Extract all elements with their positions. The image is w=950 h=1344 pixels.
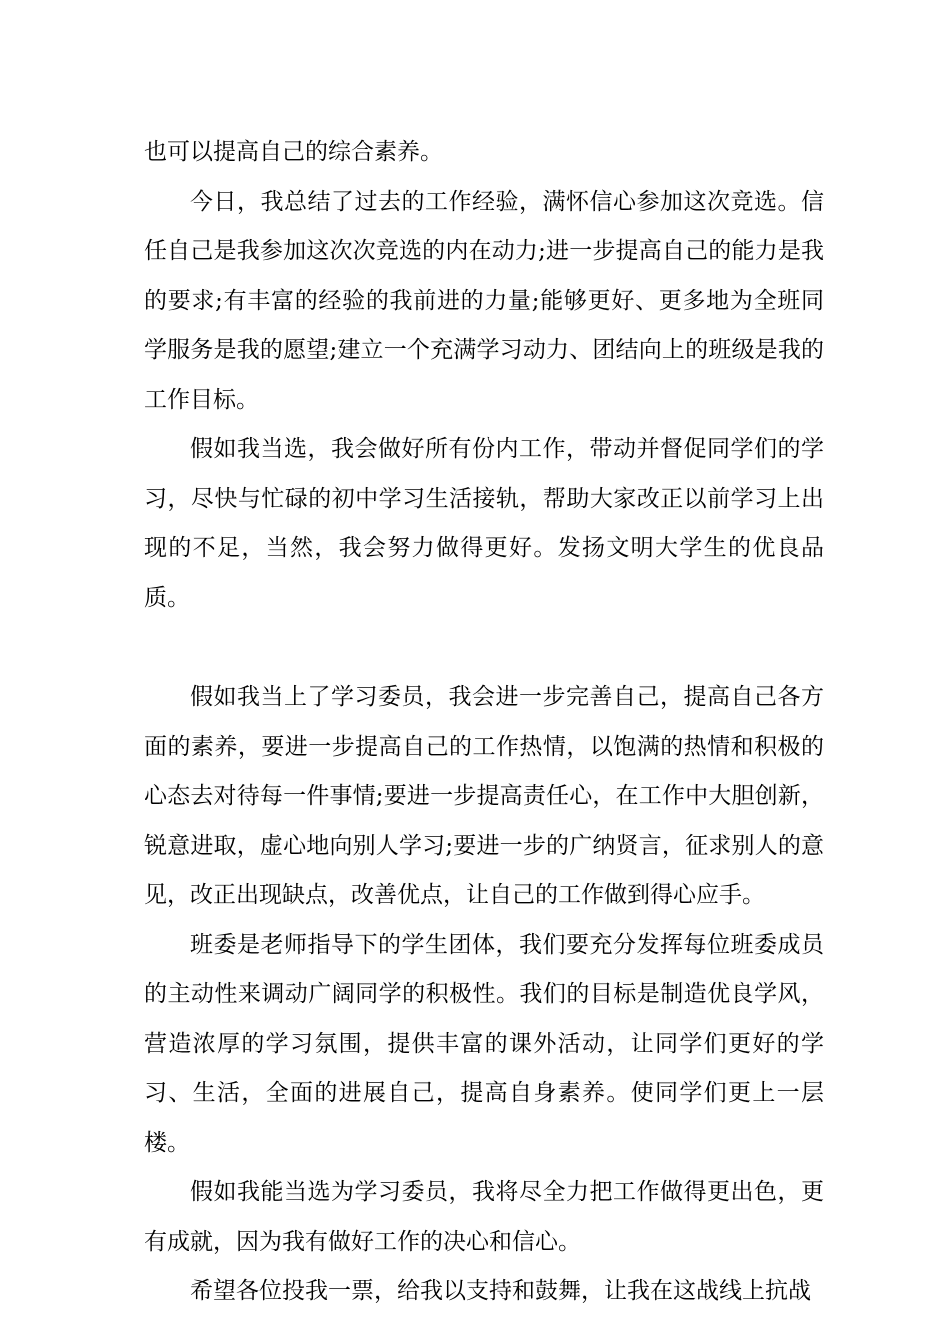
paragraph-6: 假如我能当选为学习委员，我将尽全力把工作做得更出色，更有成就，因为我有做好工作的决心和信心。 [144,1179,824,1255]
paragraph-5: 班委是老师指导下的学生团体，我们要充分发挥每位班委成员的主动性来调动广阔同学的积极性。我们的目标是制造优良学风，营造浓厚的学习氛围，提供丰富的课外活动，让同学们更好的学习、生活，全面的进展自己，提高自身素养。使同学们更上一层楼。 [144,931,824,1156]
paragraph-1: 也可以提高自己的综合素养。 [144,139,443,165]
paragraph-3: 假如我当选，我会做好所有份内工作，带动并督促同学们的学习，尽快与忙碌的初中学习生活接轨，帮助大家改正以前学习上出现的不足，当然，我会努力做得更好。发扬文明大学生的优良品质。 [144,436,824,611]
document-body [144,128,824,1317]
paragraph-2: 今日，我总结了过去的工作经验，满怀信心参加这次竞选。信任自己是我参加这次次竞选的内在动力;进一步提高自己的能力是我的要求;有丰富的经验的我前进的力量;能够更好、更多地为全班同学服务是我的愿望;建立一个充满学习动力、团结向上的班级是我的工作目标。 [144,188,824,413]
paragraph-4: 假如我当上了学习委员，我会进一步完善自己，提高自己各方面的素养，要进一步提高自己的工作热情，以饱满的热情和积极的心态去对待每一件事情;要进一步提高责任心，在工作中大胆创新，锐意进取，虚心地向别人学习;要进一步的广纳贤言，征求别人的意见，改正出现缺点，改善优点，让自己的工作做到得心应手。 [144,684,824,908]
paragraph-7: 希望各位投我一票，给我以支持和鼓舞，让我在这战线上抗战 [190,1278,811,1304]
